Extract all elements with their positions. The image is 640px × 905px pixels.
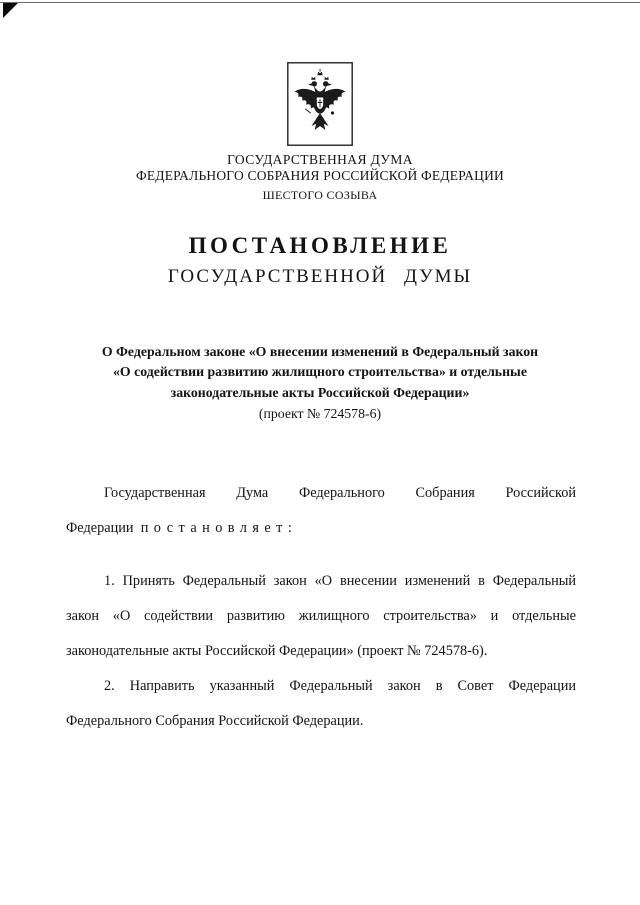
- coat-of-arms-icon: [287, 62, 353, 146]
- org-name-line2: ФЕДЕРАЛЬНОГО СОБРАНИЯ РОССИЙСКОЙ ФЕДЕРАЦИИ: [136, 168, 504, 184]
- intro-text: Государственная Дума Федерального Собрания Российской Федерации: [66, 485, 576, 537]
- law-title-line3: законодательные акты Российской Федерации»: [170, 384, 470, 400]
- org-name-line3: ШЕСТОГО СОЗЫВА: [262, 187, 378, 202]
- resolution-item-1: 1. Принять Федеральный закон «О внесении изменений в Федеральный закон «О содействии развитию жилищного строительства» и отдельные законодательные акты Российской Федерации» (проект № 724578-6).: [66, 573, 576, 660]
- document-type-subheading: ГОСУДАРСТВЕННОЙ ДУМЫ: [167, 265, 473, 287]
- intro-verb: постановляет:: [140, 520, 298, 537]
- project-number-line: (проект № 724578-6): [258, 405, 382, 421]
- document-body: [66, 476, 576, 739]
- law-title-line2: «О содействии развитию жилищного строительства» и отдельные: [113, 364, 527, 380]
- scan-edge-line: [0, 2, 640, 3]
- law-title: [50, 342, 590, 425]
- org-name-line1: ГОСУДАРСТВЕННАЯ ДУМА: [227, 152, 413, 167]
- scan-corner-artifact: [3, 3, 18, 18]
- document-type-heading: ПОСТАНОВЛЕНИЕ: [188, 232, 452, 258]
- intro-paragraph: [66, 476, 576, 546]
- law-title-line1: О Федеральном законе «О внесении изменений в Федеральный закон: [101, 343, 539, 359]
- resolution-item-2: 2. Направить указанный Федеральный закон в Совет Федерации Федерального Собрания Российской Федерации.: [66, 678, 576, 730]
